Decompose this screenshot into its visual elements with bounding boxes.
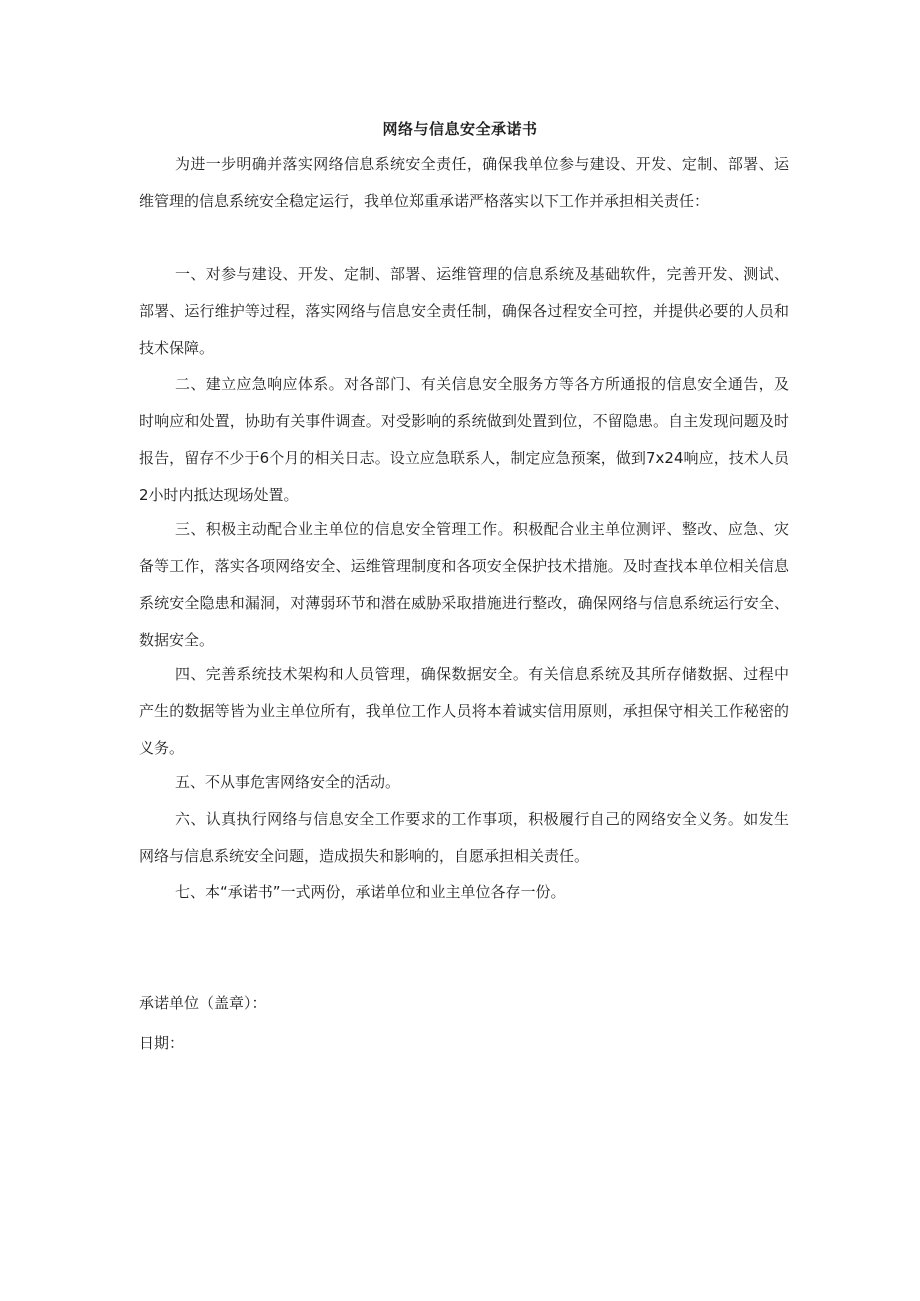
clause-4-paragraph: 四、完善系统技术架构和人员管理，确保数据安全。有关信息系统及其所存储数据、过程中产生的数据等皆为业主单位所有，我单位工作人员将本着诚实信用原则，承担保守相关工作秘密的义务。	[139, 665, 789, 757]
document-title: 网络与信息安全承诺书	[382, 120, 538, 138]
clause-7-paragraph: 七、本“承诺书”一式两份，承诺单位和业主单位各存一份。	[175, 883, 566, 901]
intro-paragraph: 为进一步明确并落实网络信息系统安全责任，确保我单位参与建设、开发、定制、部署、运维管理的信息系统安全稳定运行，我单位郑重承诺严格落实以下工作并承担相关责任：	[139, 155, 789, 210]
signature-date-label: 日期：	[139, 1034, 185, 1052]
signature-unit-label: 承诺单位（盖章）：	[139, 994, 267, 1012]
clause-1-paragraph: 一、对参与建设、开发、定制、部署、运维管理的信息系统及基础软件，完善开发、测试、部署、运行维护等过程，落实网络与信息安全责任制，确保各过程安全可控，并提供必要的人员和技术保障。	[139, 265, 789, 357]
clause-5-paragraph: 五、不从事危害网络安全的活动。	[175, 773, 401, 791]
clause-3-paragraph: 三、积极主动配合业主单位的信息安全管理工作。积极配合业主单位测评、整改、应急、灾备等工作，落实各项网络安全、运维管理制度和各项安全保护技术措施。及时查找本单位相关信息系统安全隐患和漏洞，对薄弱环节和潜在威胁采取措施进行整改，确保网络与信息系统运行安全、数据安全。	[139, 520, 789, 649]
clause-6-paragraph: 六、认真执行网络与信息安全工作要求的工作事项，积极履行自己的网络安全义务。如发生网络与信息系统安全问题，造成损失和影响的，自愿承担相关责任。	[139, 810, 789, 865]
clause-2-paragraph: 二、建立应急响应体系。对各部门、有关信息安全服务方等各方所通报的信息安全通告，及时响应和处置，协助有关事件调查。对受影响的系统做到处置到位，不留隐患。自主发现问题及时报告，留存不少于6个月的相关日志。设立应急联系人，制定应急预案，做到7x24响应，技术人员2小时内抵达现场处置。	[139, 375, 789, 504]
